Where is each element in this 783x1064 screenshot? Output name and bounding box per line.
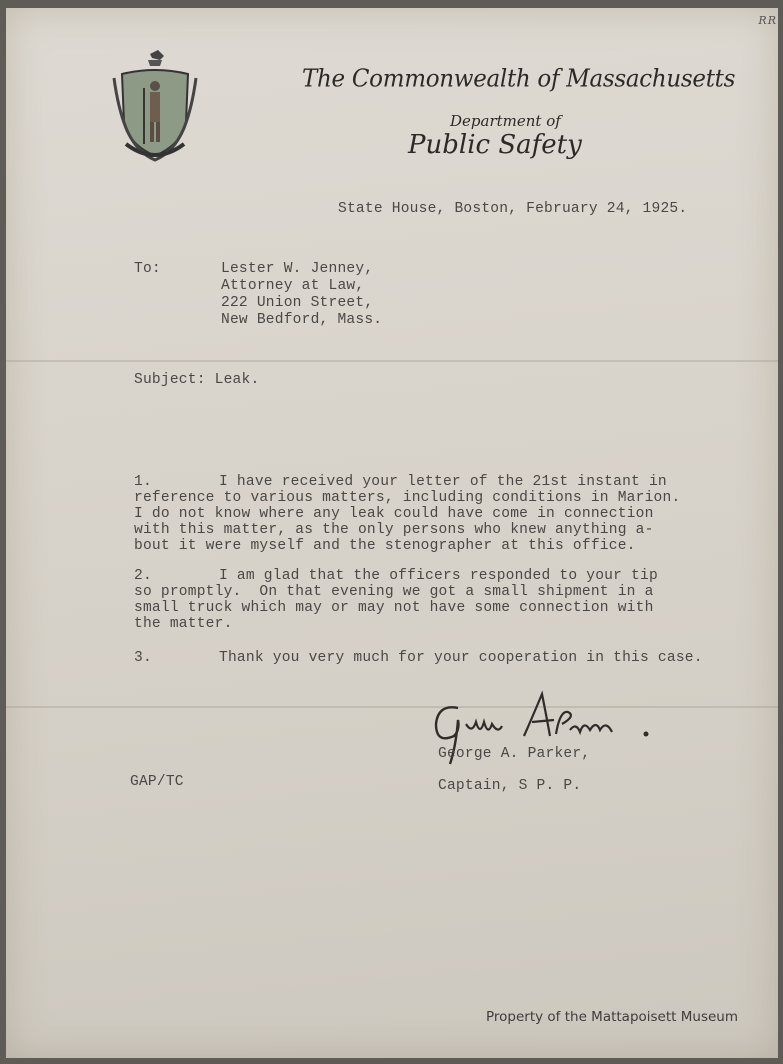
subject-line: Subject: Leak. [134,372,260,388]
paragraph-line: with this matter, as the only persons who knew anything a- [134,522,654,538]
address-line: Attorney at Law, [221,278,365,294]
to-label: To: [134,261,161,277]
letterhead-public-safety: Public Safety [408,130,582,160]
letterhead-department: Department of [450,112,561,130]
paragraph-line: small truck which may or may not have some connection with [134,600,654,616]
paragraph-line: I do not know where any leak could have come in connection [134,506,654,522]
signer-name: George A. Parker, [438,746,591,762]
paragraph-number: 2. [134,568,152,584]
massachusetts-seal-icon [112,48,198,166]
museum-watermark: Property of the Mattapoisett Museum [486,1009,738,1025]
signer-title: Captain, S P. P. [438,778,582,794]
letterhead-commonwealth: The Commonwealth of Massachusetts [302,65,736,93]
paragraph-line: I have received your letter of the 21st instant in [219,474,667,490]
address-line: New Bedford, Mass. [221,312,383,328]
paragraph-line: I am glad that the officers responded to your tip [219,568,658,584]
paragraph-number: 3. [134,650,152,666]
date-line: State House, Boston, February 24, 1925. [338,201,688,217]
paragraph-line: so promptly. On that evening we got a small shipment in a [134,584,654,600]
address-line: Lester W. Jenney, [221,261,374,277]
paper-fold [6,360,778,362]
paragraph-line: reference to various matters, including conditions in Marion. [134,490,681,506]
address-line: 222 Union Street, [221,295,374,311]
paragraph-number: 1. [134,474,152,490]
paragraph-line: the matter. [134,616,233,632]
paragraph-line: bout it were myself and the stenographer at this office. [134,538,636,554]
corner-mark: RR [758,14,777,27]
reference-initials: GAP/TC [130,774,184,790]
paragraph-line: Thank you very much for your cooperation in this case. [219,650,703,666]
